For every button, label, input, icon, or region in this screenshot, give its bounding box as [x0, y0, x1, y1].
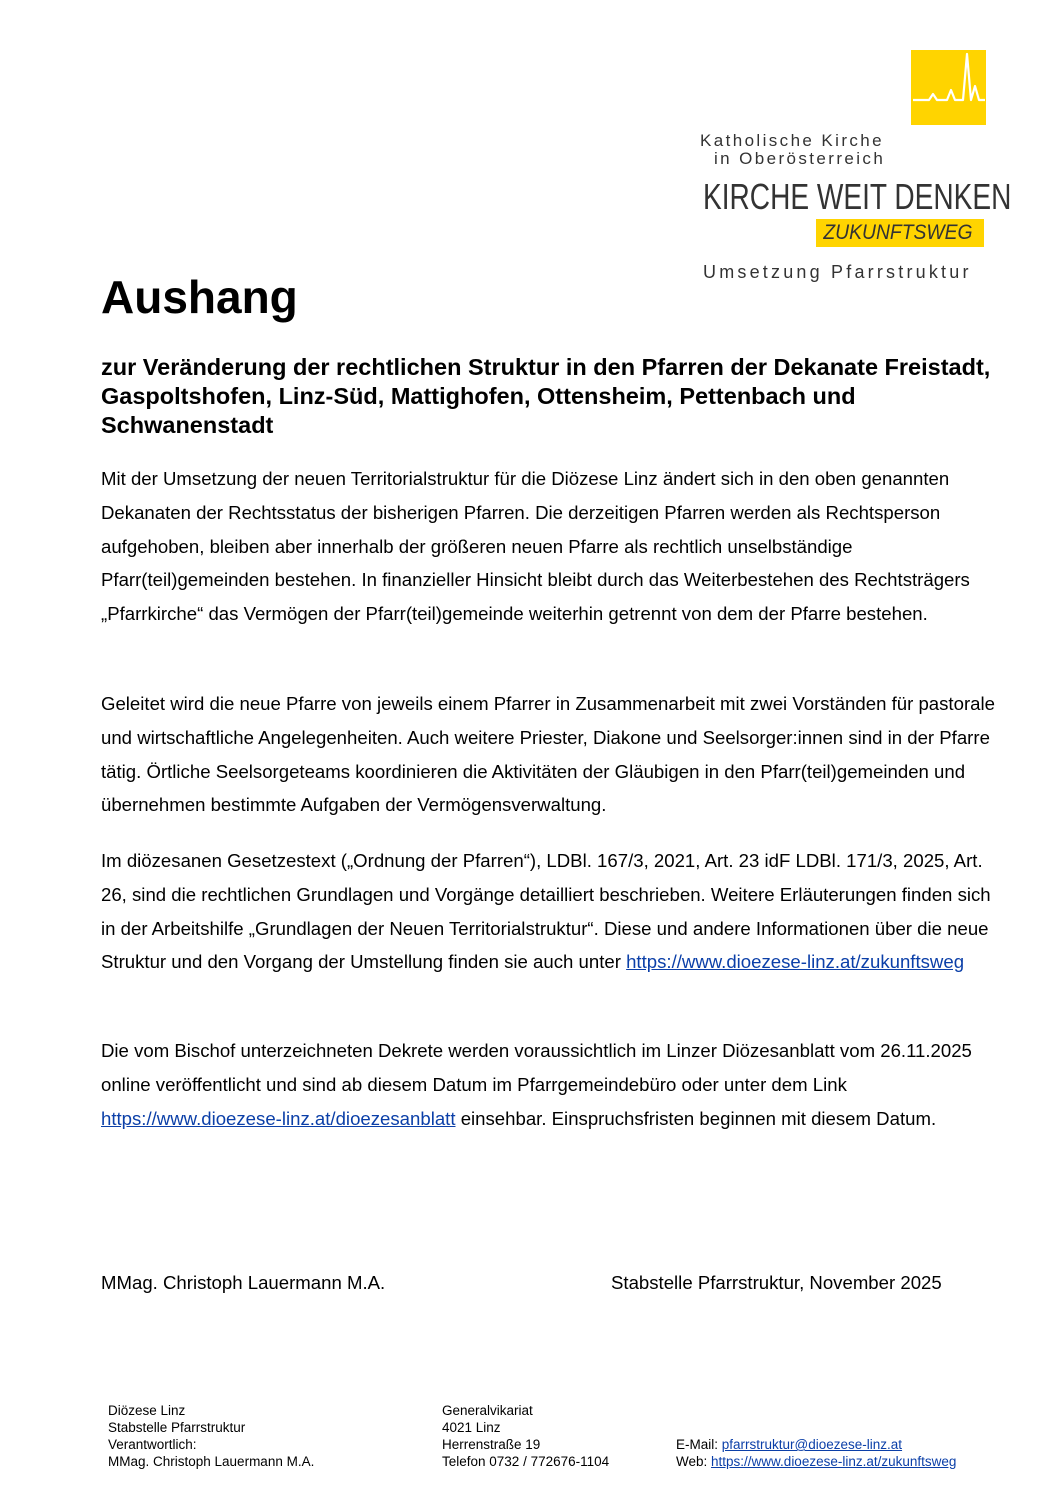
footer-line: Herrenstraße 19	[442, 1437, 541, 1452]
footer-line: Verantwortlich:	[108, 1437, 197, 1452]
paragraph-4	[101, 1034, 1001, 1135]
paragraph-1: Mit der Umsetzung der neuen Territorialstruktur für die Diözese Linz ändert sich in den oben genannten Dekanaten der Rechtsstatus der bisherigen Pfarren. Die derzeitigen Pfarren werden als Rechtsperson aufgehoben, bleiben aber innerhalb der größeren neuen Pfarre als rechtlich unselbständige Pfarr(teil)gemeinden bestehen. In finanzieller Hinsicht bleibt durch das Weiterbestehen des Rechtsträgers „Pfarrkirche“ das Vermögen der Pfarr(teil)gemeinde weiterhin getrennt von dem der Pfarre bestehen.	[101, 468, 970, 625]
footer-line: MMag. Christoph Lauermann M.A.	[108, 1454, 315, 1469]
zukunftsweg-link[interactable]: https://www.dioezese-linz.at/zukunftsweg	[626, 951, 965, 973]
signer-name: MMag. Christoph Lauermann M.A.	[101, 1272, 386, 1293]
org-name-line2: in Oberösterreich	[714, 149, 886, 168]
page-title: Aushang	[101, 271, 298, 323]
footer-line: 4021 Linz	[442, 1420, 501, 1435]
footer-line: Diözese Linz	[108, 1403, 186, 1418]
footer-email-row	[676, 1436, 956, 1453]
zukunftsweg-tag-label: ZUKUNFTSWEG	[823, 221, 973, 244]
paragraph-3-text: Im diözesanen Gesetzestext („Ordnung der Pfarren“), LDBl. 167/3, 2021, Art. 23 idF LDBl. 171/3, 2025, Art. 26, sind die rechtlichen Grundlagen und Vorgänge detailliert beschrieben. Weitere Erläuterungen finden sich in der Arbeitshilfe „Grundlagen der Neuen Territorialstruktur“. Diese und andere Informationen über die neue Struktur und den Vorgang der Umstellung finden sie auch unter	[101, 850, 991, 973]
dioezesanblatt-link[interactable]: https://www.dioezese-linz.at/dioezesanblatt	[101, 1107, 456, 1129]
email-label: E-Mail:	[676, 1437, 719, 1452]
web-link[interactable]: https://www.dioezese-linz.at/zukunftsweg	[711, 1454, 957, 1469]
footer-web-column	[676, 1436, 956, 1470]
org-name-line1: Katholische Kirche	[700, 131, 884, 150]
zukunftsweg-tag	[816, 219, 984, 247]
footer-address-column	[108, 1402, 314, 1470]
footer-contact-column	[442, 1402, 609, 1470]
email-link[interactable]: pfarrstruktur@dioezese-linz.at	[721, 1437, 903, 1452]
sign-date: Stabstelle Pfarrstruktur, November 2025	[611, 1272, 942, 1293]
header-subtitle: Umsetzung Pfarrstruktur	[703, 262, 972, 282]
paragraph-4-text-before: Die vom Bischof unterzeichneten Dekrete werden voraussichtlich im Linzer Diözesanblatt vom 26.11.2025 online veröffentlicht und sind ab diesem Datum im Pfarrgemeindebüro oder unter dem Link	[101, 1040, 972, 1095]
footer-line: Stabstelle Pfarrstruktur	[108, 1420, 246, 1435]
paragraph-3	[101, 844, 1001, 979]
footer-web-row	[676, 1453, 956, 1470]
web-label: Web:	[676, 1454, 708, 1469]
document-subtitle: zur Veränderung der rechtlichen Struktur in den Pfarren der Dekanate Freistadt, Gaspoltshofen, Linz-Süd, Mattighofen, Ottensheim, Pettenbach und Schwanenstadt	[101, 354, 991, 438]
footer-line: Generalvikariat	[442, 1403, 533, 1418]
kirche-logo-mark	[911, 50, 986, 125]
slogan: KIRCHE WEIT DENKEN	[703, 176, 1012, 217]
heartbeat-line-icon	[911, 50, 986, 125]
paragraph-2: Geleitet wird die neue Pfarre von jeweils einem Pfarrer in Zusammenarbeit mit zwei Vorständen für pastorale und wirtschaftliche Angelegenheiten. Auch weitere Priester, Diakone und Seelsorger:innen sind in der Pfarre tätig. Örtliche Seelsorgeteams koordinieren die Aktivitäten der Gläubigen in den Pfarr(teil)gemeinden und übernehmen bestimmte Aufgaben der Vermögensverwaltung.	[101, 693, 995, 816]
footer-line: Telefon 0732 / 772676-1104	[442, 1454, 610, 1469]
paragraph-4-text-after: einsehbar. Einspruchsfristen beginnen mit diesem Datum.	[460, 1107, 937, 1129]
